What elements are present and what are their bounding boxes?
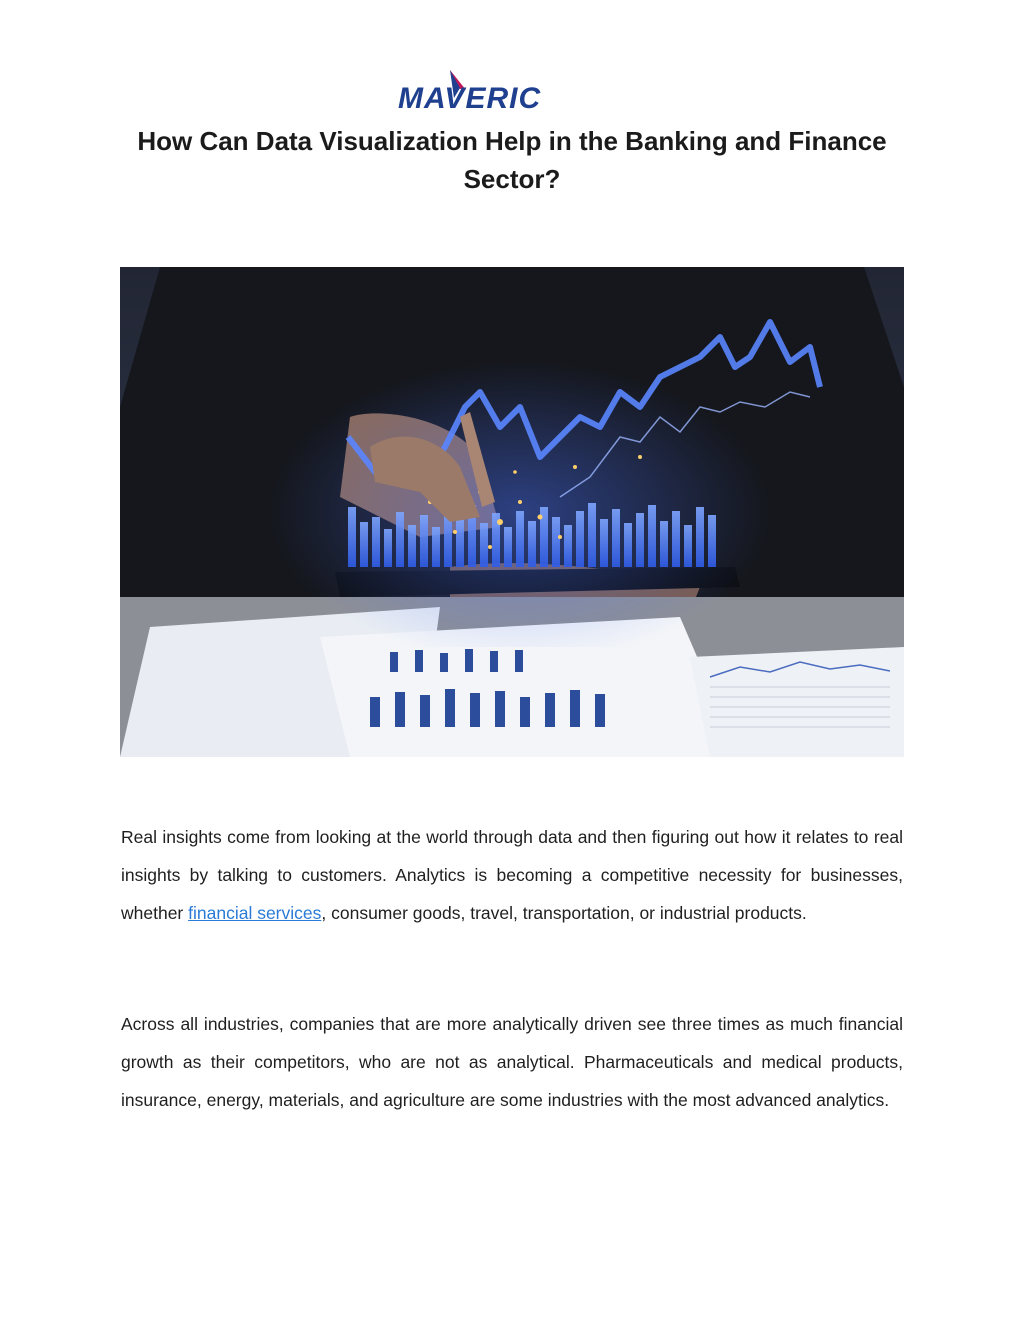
financial-chart-photo-icon <box>120 267 904 757</box>
logo-wordmark: MAVERIC <box>398 82 542 115</box>
intro-text-end: , consumer goods, travel, transportation, or industrial products. <box>321 903 807 923</box>
maveric-logo <box>394 64 550 120</box>
industries-paragraph: Across all industries, companies that are more analytically driven see three times as much financial growth as their competitors, who are not as analytical. Pharmaceuticals and medical products, insurance, energy, materials, and agriculture are some industries with the most advanced analytics. <box>121 1014 903 1110</box>
hero-image <box>120 267 904 757</box>
intro-text-start: Real insights come from looking at the world through data and then figuring out how it relates to real insights by talking to customers. Analytics is becoming a competitive necessity for businesses, whether <box>121 827 903 923</box>
intro-paragraph <box>121 818 903 932</box>
financial-services-link[interactable]: financial services <box>188 903 322 923</box>
page-title: How Can Data Visualization Help in the Banking and Finance Sector? <box>137 126 887 194</box>
